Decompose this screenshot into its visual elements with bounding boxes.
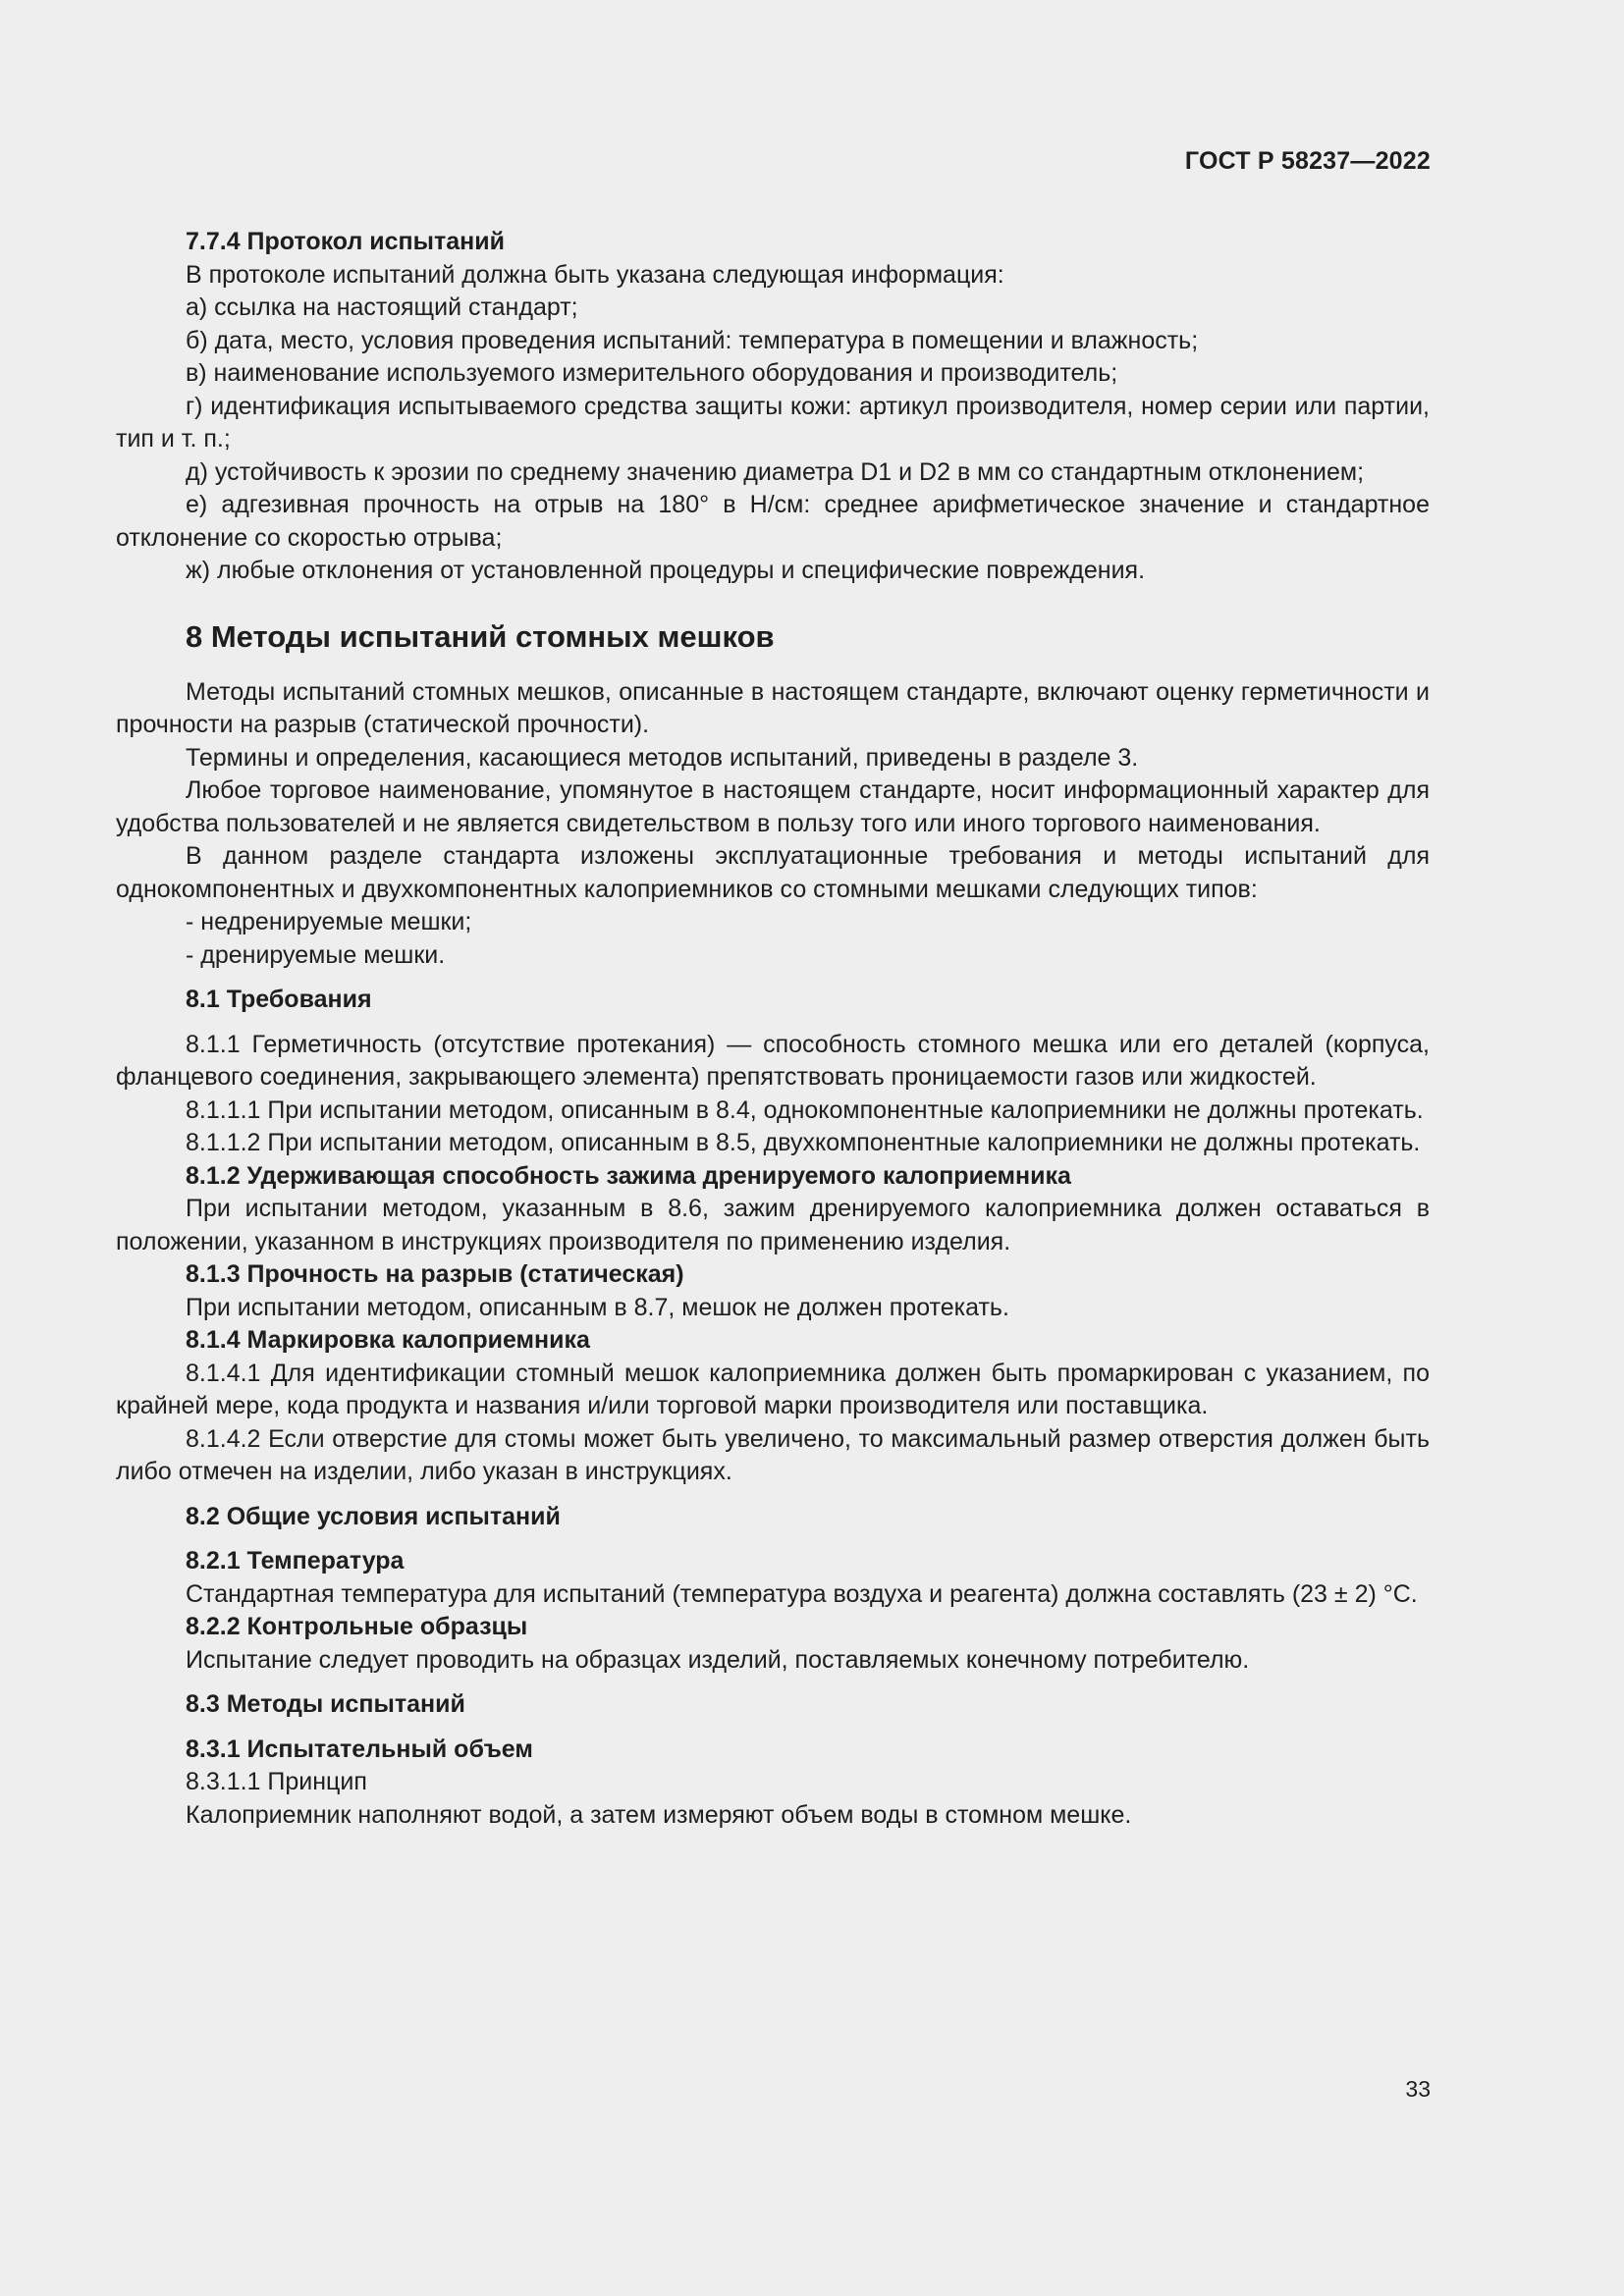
paragraph-8-2-2: Испытание следует проводить на образцах изделий, поставляемых конечному потребителю. xyxy=(186,1645,1250,1674)
paragraph: Термины и определения, касающиеся методов испытаний, приведены в разделе 3. xyxy=(186,743,1139,772)
document-body xyxy=(116,226,1430,1832)
paragraph-8-1-3: При испытании методом, описанным в 8.7, мешок не должен протекать. xyxy=(186,1293,1009,1321)
paragraph: Любое торговое наименование, упомянутое в настоящем стандарте, носит информационный характер для удобства пользователей и не является свидетельством в пользу того или иного торгового наименования. xyxy=(116,776,1430,837)
list-item: б) дата, место, условия проведения испытаний: температура в помещении и влажность; xyxy=(186,326,1199,354)
document-header: ГОСТ Р 58237—2022 xyxy=(1184,147,1431,175)
paragraph: Методы испытаний стомных мешков, описанные в настоящем стандарте, включают оценку герметичности и прочности на разрыв (статической прочности). xyxy=(116,677,1430,738)
list-item: - дренируемые мешки. xyxy=(186,940,446,969)
list-item: в) наименование используемого измерительного оборудования и производитель; xyxy=(186,359,1118,387)
paragraph-intro: В протоколе испытаний должна быть указана следующая информация: xyxy=(186,260,1004,289)
heading-8-3: 8.3 Методы испытаний xyxy=(186,1690,465,1718)
heading-8-3-1: 8.3.1 Испытательный объем xyxy=(186,1735,533,1763)
list-item: е) адгезивная прочность на отрыв на 180° в Н/см: среднее арифметическое значение и стандартное отклонение со скоростью отрыва; xyxy=(116,491,1430,552)
heading-8-1-3: 8.1.3 Прочность на разрыв (статическая) xyxy=(186,1260,684,1288)
paragraph: В данном разделе стандарта изложены эксплуатационные требования и методы испытаний для однокомпонентных и двухкомпонентных калоприемников со стомными мешками следующих типов: xyxy=(116,842,1430,903)
list-item: - недренируемые мешки; xyxy=(186,908,472,935)
list-item: д) устойчивость к эрозии по среднему значению диаметра D1 и D2 в мм со стандартным отклонением; xyxy=(186,457,1365,486)
paragraph-8-1-1-1: 8.1.1.1 При испытании методом, описанным в 8.4, однокомпонентные калоприемники не должны протекать. xyxy=(186,1095,1424,1124)
list-item: г) идентификация испытываемого средства защиты кожи: артикул производителя, номер серии или партии, тип и т. п.; xyxy=(116,392,1430,453)
paragraph-8-3-1-1: Калоприемник наполняют водой, а затем измеряют объем воды в стомном мешке. xyxy=(186,1800,1132,1829)
heading-8-2-1: 8.2.1 Температура xyxy=(186,1547,405,1575)
paragraph-8-1-4-2: 8.1.4.2 Если отверстие для стомы может быть увеличено, то максимальный размер отверстия должен быть либо отмечен на изделии, либо указан в инструкциях. xyxy=(116,1424,1430,1485)
paragraph-8-1-2: При испытании методом, указанным в 8.6, зажим дренируемого калоприемника должен оставаться в положении, указанном в инструкциях производителя по применению изделия. xyxy=(116,1195,1430,1255)
heading-section-8: 8 Методы испытаний стомных мешков xyxy=(186,618,775,654)
paragraph-8-1-1: 8.1.1 Герметичность (отсутствие протекания) — способность стомного мешка или его деталей (корпуса, фланцевого соединения, закрывающего элемента) препятствовать проницаемости газов или жидкостей. xyxy=(116,1030,1430,1091)
paragraph-8-1-1-2: 8.1.1.2 При испытании методом, описанным в 8.5, двухкомпонентные калоприемники не должны протекать. xyxy=(186,1129,1421,1156)
paragraph-8-2-1: Стандартная температура для испытаний (температура воздуха и реагента) должна составлять (23 ± 2) °С. xyxy=(186,1579,1418,1608)
heading-8-2: 8.2 Общие условия испытаний xyxy=(186,1502,561,1530)
heading-8-1: 8.1 Требования xyxy=(186,986,372,1013)
list-item: ж) любые отклонения от установленной процедуры и специфические повреждения. xyxy=(186,557,1146,584)
paragraph-8-1-4-1: 8.1.4.1 Для идентификации стомный мешок калоприемника должен быть промаркирован с указанием, по крайней мере, кода продукта и названия и/или торговой марки производителя или поставщика. xyxy=(116,1359,1430,1419)
heading-8-2-2: 8.2.2 Контрольные образцы xyxy=(186,1613,528,1640)
heading-8-1-2: 8.1.2 Удерживающая способность зажима дренируемого калоприемника xyxy=(186,1161,1071,1190)
paragraph-8-3-1-1-title: 8.3.1.1 Принцип xyxy=(186,1768,367,1795)
heading-8-1-4: 8.1.4 Маркировка калоприемника xyxy=(186,1326,590,1354)
list-item: а) ссылка на настоящий стандарт; xyxy=(186,294,578,321)
heading-7-7-4: 7.7.4 Протокол испытаний xyxy=(186,228,505,255)
page-number: 33 xyxy=(1405,2076,1431,2102)
